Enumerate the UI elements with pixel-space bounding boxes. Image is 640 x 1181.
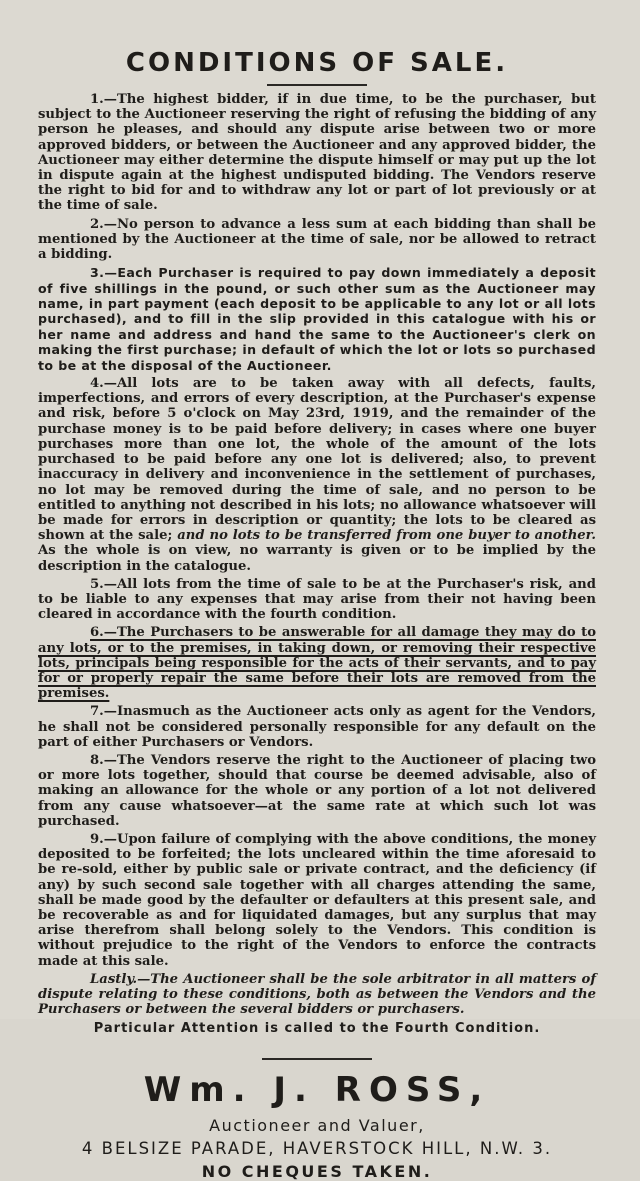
attention-notice: Particular Attention is called to the Fourth Condition. — [93, 1021, 541, 1037]
condition-4-italic: and no lots to be transferred from one buyer to another. — [177, 528, 597, 544]
condition-7: 7.—Inasmuch as the Auctioneer acts only as agent for the Vendors, he shall not be considered personally responsible for any default on the part of either Purchasers or Vendors. — [38, 704, 596, 750]
condition-4-part-a: 4.—All lots are to be taken away with all defects, faults, imperfections, and errors of every description, at the Purchaser's expense and risk, before 5 o'clock on May 23rd, 1919, and the remainder of the purchase money is to be paid before delivery; in cases where one buyer purchases more than one lot, the whole of the amount of the lots purchased to be paid before any one lot is delivered; also, to prevent inaccuracy in delivery and inconvenience in the settlement of purchases, no lot may be removed during the time of sale, and no person to be entitled to anything not described in his lots; no allowance whatsoever will be made for errors in description or quantity; the lots to be cleared as shown at the sale; — [38, 376, 596, 544]
title-divider — [267, 84, 367, 86]
condition-6: 6.—The Purchasers to be answerable for all damage they may do to any lots, or to the premises, in taking down, or removing their respective lots, principals being responsible for the acts of their servants, and to pay for or properly repair the same before their lots are removed from the premises. — [38, 625, 596, 702]
condition-4 — [38, 376, 596, 574]
condition-lastly: Lastly.—The Auctioneer shall be the sole arbitrator in all matters of dispute relating to these conditions, both as between the Vendors and the Purchasers or between the several bidders or purchasers. — [38, 971, 596, 1018]
firm-name: Wm. J. ROSS, — [143, 1070, 491, 1111]
footer-divider — [262, 1058, 372, 1060]
firm-address: 4 BELSIZE PARADE, HAVERSTOCK HILL, N.W. 3. — [81, 1139, 553, 1159]
firm-role: Auctioneer and Valuer, — [209, 1116, 425, 1136]
condition-1: 1.—The highest bidder, if in due time, to be the purchaser, but subject to the Auctioneer reserving the right of refusing the bidding of any person he pleases, and should any dispute arise between two or more approved bidders, or between the Auctioneer and any approved bidder, the Auctioneer may either determine the dispute himself or may put up the lot in dispute again at the highest undisputed bidding. The Vendors reserve the right to bid for and to withdraw any lot or part of lot previously or at the time of sale. — [38, 92, 596, 214]
conditions-list — [38, 92, 596, 1017]
page-title: CONDITIONS OF SALE. — [125, 48, 509, 78]
condition-9: 9.—Upon failure of complying with the above conditions, the money deposited to be forfeited; the lots uncleared within the time aforesaid to be re-sold, either by public sale or private contract, and the deficiency (if any) by such second sale together with all charges attending the same, shall be made good by the defaulter or defaulters at this present sale, and be recoverable as and for liquidated damages, but any surplus that may arise therefrom shall belong solely to the Vendors. This condition is without prejudice to the right of the Vendors to enforce the contracts made at this sale. — [38, 831, 596, 969]
condition-4-part-c: As the whole is on view, no warranty is given or to be implied by the description in the catalogue. — [38, 543, 596, 574]
condition-5: 5.—All lots from the time of sale to be at the Purchaser's risk, and to be liable to any expenses that may arise from their not having been cleared in accordance with the fourth condition. — [38, 576, 596, 623]
condition-8: 8.—The Vendors reserve the right to the Auctioneer of placing two or more lots together, should that course be deemed advisable, also of making an allowance for the whole or any portion of a lot not delivered from any cause whatsoever—at the same rate at which such lot was purchased. — [38, 752, 596, 829]
condition-2: 2.—No person to advance a less sum at each bidding than shall be mentioned by the Auctioneer at the time of sale, nor be allowed to retract a bidding. — [38, 216, 596, 263]
payment-notice: NO CHEQUES TAKEN. — [201, 1162, 433, 1181]
condition-3: 3.—Each Purchaser is required to pay down immediately a deposit of five shillings in the pound, or such other sum as the Auctioneer may name, in part payment (each deposit to be applicable to any lot or all lots purchased), and to fill in the slip provided in this catalogue with his or her name and address and hand the same to the Auctioneer's clerk on making the first purchase; in default of which the lot or lots so purchased to be at the disposal of the Auctioneer. — [38, 265, 596, 373]
